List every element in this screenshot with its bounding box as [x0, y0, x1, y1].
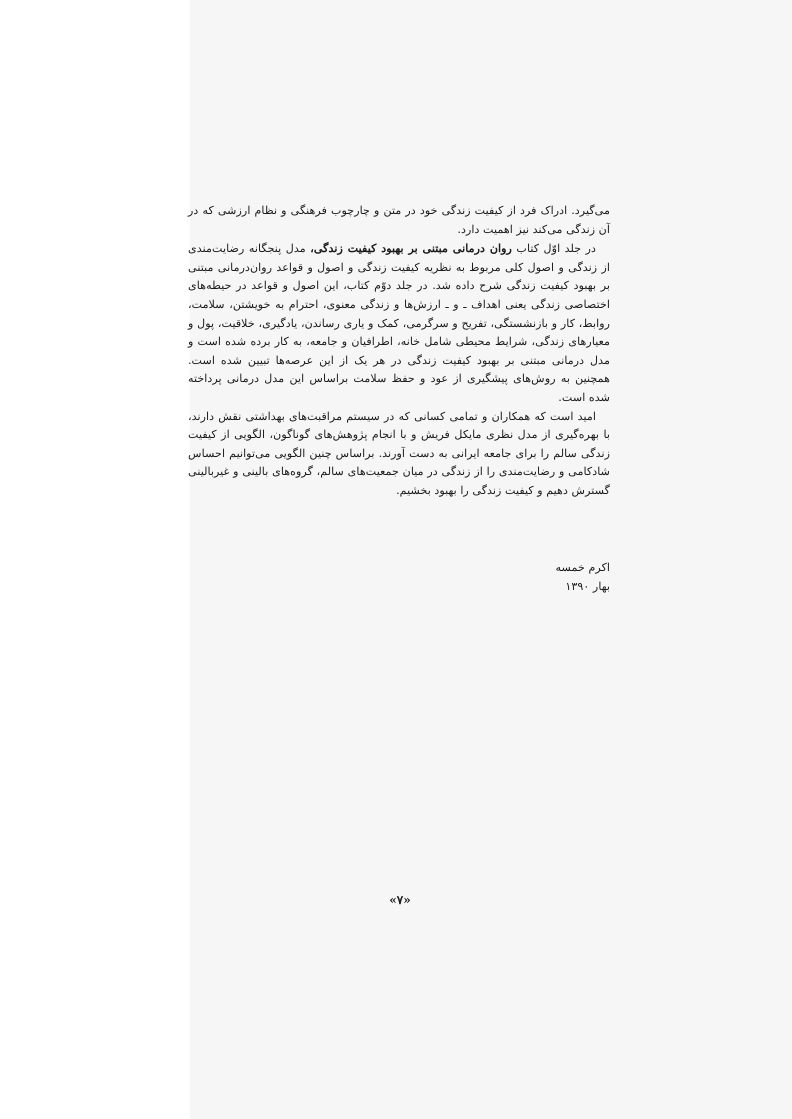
paragraph-1: می‌گیرد. ادراک فرد از کیفیت زندگی خود در متن و چارچوب فرهنگی و نظام ارزشی که در آن زندگی می‌کند نیز اهمیت دارد. — [188, 204, 610, 236]
body-text — [188, 202, 610, 501]
paragraph-3: امید است که همکاران و تمامی کسانی که در سیستم مراقبت‌های بهداشتی نقش دارند، با بهره‌گیری از مدل نظری مایکل فریش و با انجام پژوهش‌های گوناگون، الگویی از کیفیت زندگی سالم را برای جامعه ایرانی به دست آورند. براساس چنین الگویی می‌توانیم احساس شادکامی و رضایت‌مندی را از زندگی در میان جمعیت‌های سالم، گروه‌های بالینی و غیربالینی گسترش دهیم و کیفیت زندگی را بهبود بخشیم. — [188, 409, 610, 497]
author-name: اکرم خمسه — [555, 561, 610, 574]
paragraph-2 — [188, 239, 610, 407]
page-number: «۷» — [389, 893, 411, 907]
paragraph-2-intro: در جلد اوّل کتاب — [511, 242, 596, 256]
book-title: روان درمانی مبتنی بر بهبود کیفیت زندگی، — [310, 241, 512, 256]
signature-block — [188, 558, 610, 596]
signature-date: بهار ۱۳۹۰ — [565, 580, 610, 593]
paragraph-2-body: مدل پنجگانه رضایت‌مندی از زندگی و اصول کلی مربوط به نظریه کیفیت زندگی و اصول و قواعد روان‌درمانی مبتنی بر بهبود کیفیت زندگی شرح داده شد. در جلد دوّم کتاب، این اصول و قواعد در حیطه‌های اختصاصی زندگی یعنی اهداف ـ و ـ ارزش‌ها و زندگی معنوی، احترام به خویشتن، سلامت، روابط، کار و بازنشستگی، تفریح و سرگرمی، کمک و یاری رساندن، یادگیری، خلاقیت، پول و معیارهای زندگی، شرایط محیطی شامل خانه، اطرافیان و جامعه، به کار برده شده است و مدل درمانی مبتنی بر بهبود کیفیت زندگی در هر یک از این عرصه‌ها تبیین شده است. همچنین به روش‌های پیشگیری از عود و حفظ سلامت براساس این مدل درمانی پرداخته شده است. — [188, 242, 610, 404]
